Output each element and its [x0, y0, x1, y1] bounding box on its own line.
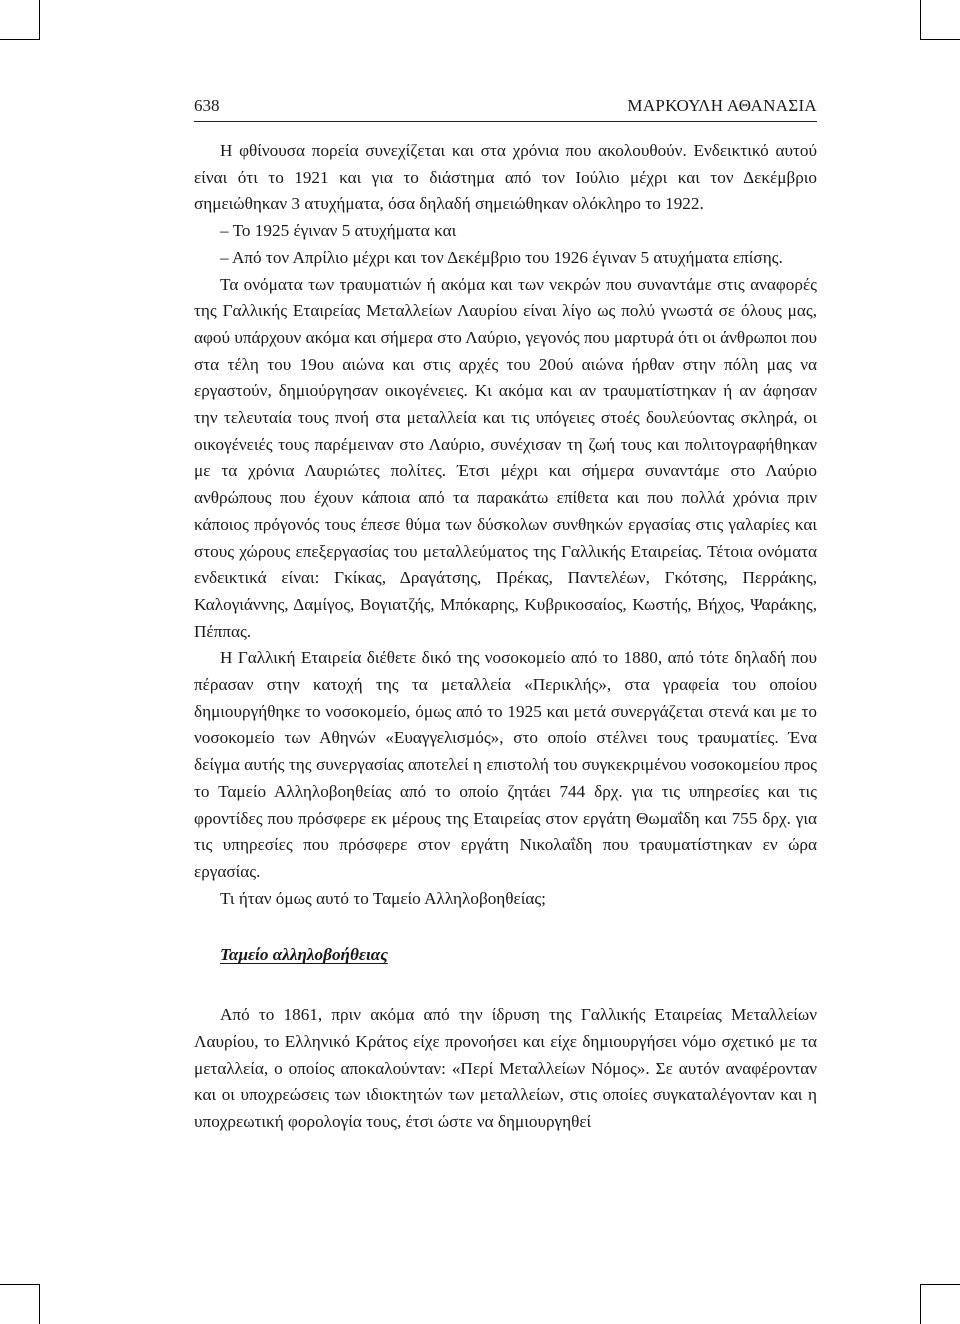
dash-item: – Το 1925 έγιναν 5 ατυχήματα και: [220, 221, 457, 241]
paragraph: Η φθίνουσα πορεία συνεχίζεται και στα χρόνια που ακολουθούν. Ενδεικτικό αυτού είναι ότι το 1921 και για το διάστημα από τον Ιούλιο μέχρι και τον Δεκέμβριο σημειώθηκαν 3 ατυχήματα, όσα δηλαδή σημειώθηκαν ολόκληρο το 1922.: [194, 141, 817, 214]
body-text: [194, 138, 817, 1136]
page-number: 638: [194, 96, 220, 115]
paragraph: Τι ήταν όμως αυτό το Ταμείο Αλληλοβοηθείας;: [220, 888, 546, 908]
running-title: ΜΑΡΚΟΥΛΗ ΑΘΑΝΑΣΙΑ: [627, 96, 817, 115]
crop-mark-bottom-right-h: [920, 1284, 960, 1285]
section-title: Ταμείο αλληλοβοήθειας: [220, 945, 388, 965]
header-rule: [194, 121, 817, 122]
crop-mark-bottom-left-h: [0, 1284, 40, 1285]
crop-mark-top-right-h: [920, 39, 960, 40]
page-header: [194, 92, 817, 120]
paragraph: Η Γαλλική Εταιρεία διέθετε δικό της νοσοκομείο από το 1880, από τότε δηλαδή που πέρασαν στην κατοχή της τα μεταλλεία «Περικλής», στα γραφεία του οποίου δημιουργήθηκε το νοσοκομείο, όμως από το 1925 και μετά συνεργάζεται στενά και με το νοσοκομείο των Αθηνών «Ευαγγελισμός», στο οποίο στέλνει τους τραυματίες. Ένα δείγμα αυτής της συνεργασίας αποτελεί η επιστολή του συγκεκριμένου νοσοκομείου προς το Ταμείο Αλληλοβοηθείας από το οποίο ζητάει 744 δρχ. για τις υπηρεσίες και τις φροντίδες που πρόσφερε εκ μέρους της Εταιρείας στον εργάτη Θωμαΐδη και 755 δρχ. για τις υπηρεσίες που πρόσφερε στον εργάτη Νικολαΐδη που τραυματίστηκαν εν ώρα εργασίας.: [194, 648, 817, 881]
crop-mark-bottom-right-v: [920, 1284, 921, 1324]
crop-mark-top-left-v: [39, 0, 40, 40]
crop-mark-bottom-left-v: [39, 1284, 40, 1324]
crop-mark-top-left-h: [0, 39, 40, 40]
section-paragraph: Από το 1861, πριν ακόμα από την ίδρυση της Γαλλικής Εταιρείας Μεταλλείων Λαυρίου, το Ελληνικό Κράτος είχε προνοήσει και είχε δημιουργήσει νόμο σχετικό με τα μεταλλεία, ο οποίος αποκαλούνταν: «Περί Μεταλλείων Νόμος». Σε αυτόν αναφέρονταν και οι υποχρεώσεις των ιδιοκτητών των μεταλλείων, στις οποίες συγκαταλέγονταν και η υποχρεωτική φορολογία τους, έτσι ώστε να δημιουργηθεί: [194, 1005, 817, 1131]
crop-mark-top-right-v: [920, 0, 921, 40]
dash-item: – Από τον Απρίλιο μέχρι και τον Δεκέμβριο του 1926 έγιναν 5 ατυχήματα επίσης.: [220, 247, 783, 267]
paragraph: Τα ονόματα των τραυματιών ή ακόμα και των νεκρών που συναντάμε στις αναφορές της Γαλλικής Εταιρείας Μεταλλείων Λαυρίου είναι λίγο ως πολύ γνωστά σε όλους μας, αφού υπάρχουν ακόμα και σήμερα στο Λαύριο, γεγονός που μαρτυρά ότι οι άνθρωποι που στα τέλη του 19ου αιώνα και στις αρχές του 20ού αιώνα ήρθαν στην πόλη μας να εργαστούν, δημιούργησαν οικογένειες. Κι ακόμα και αν τραυματίστηκαν ή αν άφησαν την τελευταία τους πνοή στα μεταλλεία και τις υπόγειες στοές δουλεύοντας σκληρά, οι οικογένειές τους παρέμειναν στο Λαύριο, συνέχισαν τη ζωή τους και πολιτογραφήθηκαν με τα χρόνια Λαυριώτες πολίτες. Έτσι μέχρι και σήμερα συναντάμε στο Λαύριο ανθρώπους που έχουν κάποια από τα παρακάτω επίθετα και που πολλά χρόνια πριν κάποιος πρόγονός τους έπεσε θύμα των δύσκολων συνθηκών εργασίας στις γαλαρίες και στους χώρους επεξεργασίας του μεταλλεύματος της Γαλλικής Εταιρείας. Τέτοια ονόματα ενδεικτικά είναι: Γκίκας, Δραγάτσης, Πρέκας, Παντελέων, Γκότσης, Περράκης, Καλογιάννης, Δαμίγος, Βογιατζής, Μπόκαρης, Κυβρικοσαίος, Κωστής, Βήχος, Ψαράκης, Πέππας.: [194, 274, 817, 641]
